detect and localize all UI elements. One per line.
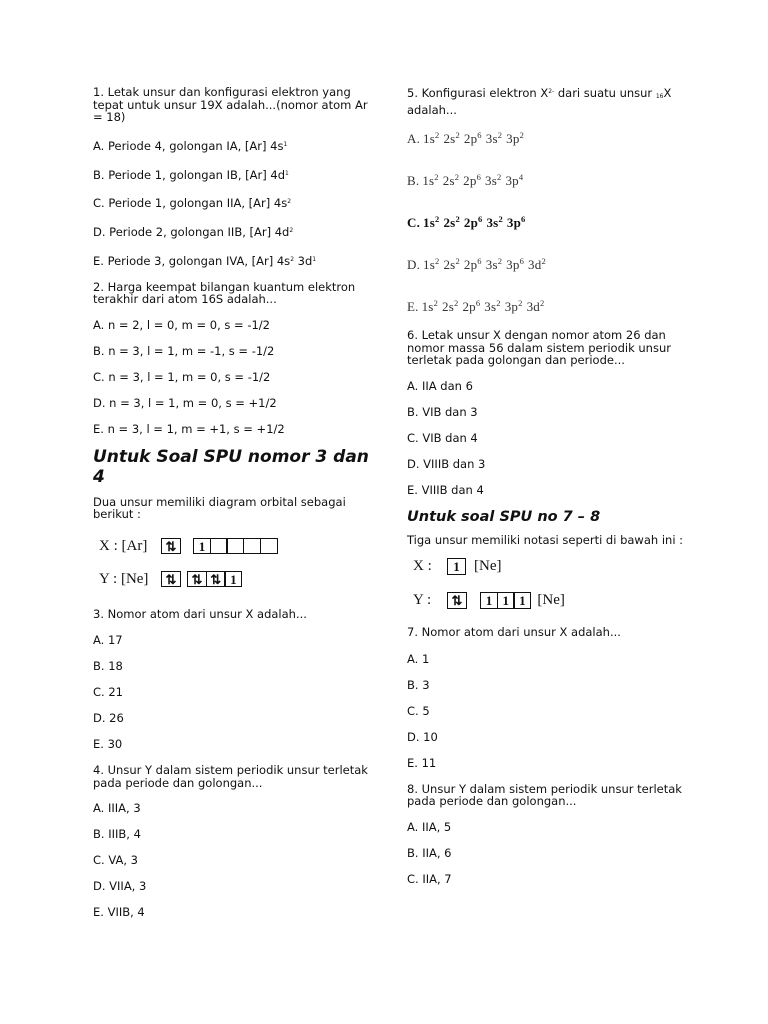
question-1-option-a: A. Periode 4, golongan IA, [Ar] $4s^1$ — [93, 138, 288, 153]
question-5-option-c: C. $1s^2$ $2s^2$ $2p^6$ $3s^2$ $3p^6$ — [407, 214, 526, 230]
question-4-option-a: A. IIIA, 3 — [93, 801, 141, 815]
orbital-box: ⇅ — [161, 571, 181, 587]
question-2-option-b: B. n = 3, l = 1, m = -1, s = -1/2 — [93, 343, 275, 358]
question-4-option-b: B. IIIB, 4 — [93, 827, 141, 841]
question-7-text: 7. Nomor atom dari unsur X adalah... — [407, 625, 621, 639]
question-2-text: 2. Harga keempat bilangan kuantum elektron terakhir dari atom 16S adalah... — [93, 279, 356, 306]
orbital-core-y2: [Ne] — [537, 592, 565, 608]
question-2-option-d: D. n = 3, l = 1, m = 0, s = +1/2 — [93, 395, 277, 410]
question-3-option-e: E. 30 — [93, 737, 123, 751]
question-8-text: 8. Unsur Y dalam sistem periodik unsur terletak pada periode dan golongan... — [407, 781, 682, 808]
orbital-box: ⇅ — [447, 592, 467, 609]
question-1-option-b: B. Periode 1, golongan IB, [Ar] $4d^1$ — [93, 167, 289, 182]
question-6-option-e: E. VIIIB dan 4 — [407, 482, 484, 497]
orbital-box — [260, 538, 278, 554]
orbital-diagram-y2 — [407, 592, 687, 609]
question-4-option-c: C. VA, 3 — [93, 853, 138, 867]
orbital-box: 1 — [480, 592, 498, 609]
orbital-boxes-x-s — [161, 538, 181, 554]
question-8-option-c: C. IIA, 7 — [407, 871, 452, 886]
question-2-option-c: C. n = 3, l = 1, m = 0, s = -1/2 — [93, 369, 271, 384]
orbital-box: 1 — [447, 558, 466, 575]
section-heading-3-4: Untuk Soal SPU nomor 3 dan 4 — [93, 446, 369, 487]
question-6-text: 6. Letak unsur X dengan nomor atom 26 dan nomor massa 56 dalam sistem periodik unsur terletak pada golongan dan periode... — [407, 328, 671, 367]
orbital-boxes-x2 — [447, 558, 466, 575]
question-1-option-e: E. Periode 3, golongan IVA, [Ar] $4s^2$ $3d^1$ — [93, 253, 317, 268]
question-4-option-d: D. VIIA, 3 — [93, 879, 147, 893]
orbital-label-x2: X : — [413, 558, 432, 574]
question-6-option-b: B. VIB dan 3 — [407, 404, 478, 419]
orbital-box: 1 — [513, 592, 531, 609]
section-intro-7-8: Tiga unsur memiliki notasi seperti di bawah ini : — [407, 532, 684, 547]
question-7-option-a: A. 1 — [407, 651, 430, 666]
question-5-options — [407, 130, 687, 315]
orbital-box: 1 — [193, 538, 211, 554]
orbital-box: 1 — [224, 571, 242, 587]
orbital-boxes-y-p — [187, 571, 242, 587]
orbital-diagram-x — [93, 538, 373, 555]
question-4-text: 4. Unsur Y dalam sistem periodik unsur terletak pada periode dan golongan... — [93, 763, 368, 790]
orbital-boxes-x-d — [193, 538, 278, 554]
orbital-box: 1 — [497, 592, 515, 609]
orbital-diagram-y — [93, 571, 373, 588]
question-6-option-d: D. VIIIB dan 3 — [407, 456, 486, 471]
left-column — [93, 86, 373, 919]
right-column — [407, 86, 687, 886]
question-1-text: 1. Letak unsur dan konfigurasi elektron yang tepat untuk unsur 19X adalah...(nomor atom Ar = 18) — [93, 85, 368, 124]
orbital-boxes-y-s — [161, 571, 181, 587]
orbital-box — [243, 538, 261, 554]
question-1-option-d: D. Periode 2, golongan IIB, [Ar] $4d^2$ — [93, 224, 294, 239]
question-8-option-a: A. IIA, 5 — [407, 819, 452, 834]
orbital-box — [210, 538, 228, 554]
question-3-text: 3. Nomor atom dari unsur X adalah... — [93, 606, 307, 621]
question-5-option-a: A. $1s^2$ $2s^2$ $2p^6$ $3s^2$ $3p^2$ — [407, 130, 525, 146]
question-5-text: 5. Konfigurasi elektron $X^{2-}$ dari suatu unsur 16X adalah... — [407, 86, 672, 117]
orbital-label-y: Y : [Ne] — [99, 570, 149, 587]
orbital-box: ⇅ — [161, 538, 181, 554]
question-7-option-e: E. 11 — [407, 755, 437, 770]
question-3-option-a: A. 17 — [93, 633, 123, 647]
question-7-option-b: B. 3 — [407, 677, 430, 692]
question-8-option-b: B. IIA, 6 — [407, 845, 452, 860]
section-heading-7-8: Untuk soal SPU no 7 – 8 — [407, 508, 601, 525]
question-5-option-b: B. $1s^2$ $2s^2$ $2p^6$ $3s^2$ $3p^4$ — [407, 172, 524, 188]
orbital-boxes-y2-p — [480, 592, 531, 609]
question-3-option-d: D. 26 — [93, 711, 124, 725]
question-6-option-c: C. VIB dan 4 — [407, 430, 478, 445]
question-2-option-e: E. n = 3, l = 1, m = +1, s = +1/2 — [93, 421, 285, 436]
orbital-core-x2: [Ne] — [474, 558, 502, 574]
question-6-option-a: A. IIA dan 6 — [407, 378, 473, 393]
question-7-option-d: D. 10 — [407, 729, 438, 744]
question-2-option-a: A. n = 2, l = 0, m = 0, s = -1/2 — [93, 317, 270, 332]
orbital-label-x: X : [Ar] — [99, 537, 148, 554]
question-3-option-c: C. 21 — [93, 685, 123, 699]
question-5-option-d: D. $1s^2$ $2s^2$ $2p^6$ $3s^2$ $3p^6$ $3d^2$ — [407, 256, 546, 272]
orbital-box — [226, 538, 244, 554]
question-1-option-c: C. Periode 1, golongan IIA, [Ar] $4s^2$ — [93, 195, 292, 210]
orbital-box: ⇅ — [187, 571, 207, 587]
orbital-box: ⇅ — [206, 571, 226, 587]
section-intro-3-4: Dua unsur memiliki diagram orbital sebagai berikut : — [93, 494, 346, 521]
question-7-option-c: C. 5 — [407, 703, 430, 718]
question-5-option-e: E. $1s^2$ $2s^2$ $2p^6$ $3s^2$ $3p^2$ $3d^2$ — [407, 298, 545, 314]
question-4-option-e: E. VIIB, 4 — [93, 905, 145, 919]
question-3-option-b: B. 18 — [93, 659, 123, 673]
orbital-label-y2: Y : — [413, 592, 432, 608]
orbital-boxes-y2-s — [447, 592, 467, 609]
orbital-diagram-x2 — [407, 558, 687, 575]
